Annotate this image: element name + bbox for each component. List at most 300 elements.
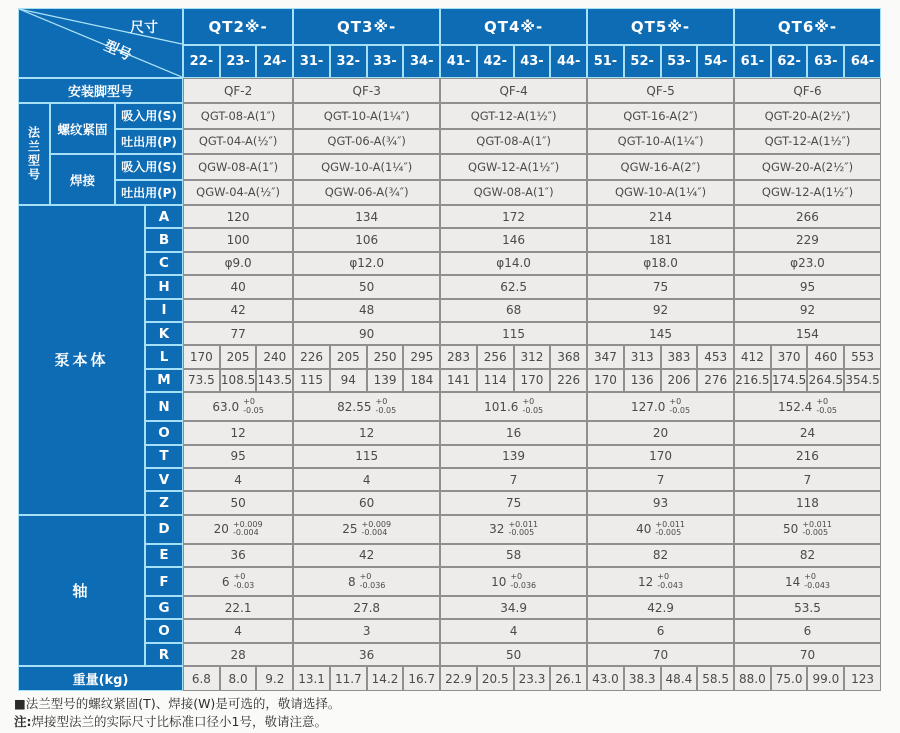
value-cell — [661, 345, 698, 368]
value-cell — [734, 154, 881, 180]
value-text: 250 — [373, 350, 397, 365]
value-text: 23.3 — [518, 671, 546, 686]
value-cell — [477, 345, 514, 368]
dimension-row — [145, 252, 881, 275]
value-cell — [440, 567, 587, 596]
value-cell — [771, 666, 808, 691]
value-cell — [293, 369, 330, 392]
value-cell — [734, 103, 881, 129]
value-cell — [440, 666, 477, 691]
flange-group — [50, 103, 881, 154]
value-cell — [661, 369, 698, 392]
value-text: 115 — [300, 373, 324, 388]
value-text: 77 — [230, 326, 246, 341]
tolerance-stack: +0 -0.043 — [657, 572, 684, 590]
value-cell — [440, 596, 587, 619]
value-text: 88.0 — [739, 671, 766, 686]
value-text: 216.5 — [735, 373, 770, 388]
flange-rows — [50, 103, 881, 205]
value-cells — [183, 103, 881, 129]
value-cell — [734, 345, 771, 368]
value-text: 172 — [502, 209, 526, 224]
value-cell — [587, 544, 734, 567]
value-cell — [293, 322, 440, 345]
value-text: 114 — [483, 373, 507, 388]
value-cell — [293, 643, 440, 666]
value-text: 24 — [799, 425, 816, 440]
value-cell — [440, 369, 477, 392]
value-text: 141 — [447, 373, 470, 388]
value-text: 170 — [649, 449, 672, 464]
value-cell — [477, 369, 514, 392]
value-text: 453 — [704, 350, 728, 365]
value-text: 6.8 — [191, 671, 211, 686]
dimension-row — [145, 643, 881, 666]
footnote-2-prefix: 注: — [14, 714, 32, 730]
value-cell — [330, 369, 367, 392]
dimension-label: F — [145, 567, 183, 596]
value-with-tolerance: 127.0 +0 -0.05 — [631, 397, 691, 415]
value-cell — [293, 299, 440, 322]
value-cell — [440, 515, 587, 544]
dimension-row — [145, 392, 881, 421]
value-with-tolerance: 6 +0 -0.03 — [221, 572, 255, 590]
value-cells — [183, 129, 881, 155]
value-cell — [183, 103, 293, 129]
value-cell — [587, 103, 734, 129]
value-text: 3 — [362, 624, 371, 639]
value-with-tolerance: 152.4 +0 -0.05 — [777, 397, 838, 415]
value-text: φ23.0 — [790, 256, 825, 271]
value-cell — [587, 345, 624, 368]
value-cell — [403, 369, 440, 392]
value-cell — [367, 666, 404, 691]
value-text: QGW-20-A(2½″) — [761, 159, 854, 174]
pump-body-rows — [145, 205, 881, 515]
value-cell — [734, 129, 881, 155]
flange-group-label: 螺纹紧固 — [50, 103, 115, 154]
value-text: 40 — [230, 279, 246, 294]
value-text: 34.9 — [500, 600, 527, 615]
value-cell — [183, 299, 293, 322]
dimension-label: C — [145, 252, 183, 275]
dimension-row — [145, 445, 881, 468]
value-cell — [734, 275, 881, 298]
value-cells — [183, 345, 881, 368]
value-text: 73.5 — [188, 373, 215, 388]
value-text: 295 — [410, 350, 434, 365]
dimension-row — [145, 567, 881, 596]
value-cell — [293, 180, 440, 206]
value-cell — [514, 666, 551, 691]
value-text: 26.1 — [555, 671, 583, 686]
value-cells — [183, 154, 881, 180]
value-cell — [183, 228, 293, 251]
flange-row — [115, 103, 881, 129]
value-text: 68 — [505, 303, 522, 318]
value-cell — [440, 129, 587, 155]
value-cell — [293, 392, 440, 421]
size-column-header: 43- — [514, 45, 551, 78]
value-text: 553 — [851, 350, 875, 365]
value-text: 313 — [630, 350, 654, 365]
value-cell — [771, 369, 808, 392]
value-cell — [587, 491, 734, 514]
value-cell — [807, 369, 844, 392]
value-text: 115 — [502, 326, 526, 341]
shaft-rows — [145, 515, 881, 667]
value-text: 70 — [799, 647, 816, 662]
value-text: 7 — [656, 472, 665, 487]
value-cell — [440, 392, 587, 421]
value-text: QGT-08-A(1″) — [476, 134, 551, 149]
value-cell — [440, 345, 477, 368]
value-text: 9.2 — [265, 671, 285, 686]
value-text: 170 — [593, 373, 617, 388]
value-text: 7 — [803, 472, 812, 487]
value-text: 36 — [230, 548, 246, 563]
value-text: 20 — [652, 425, 669, 440]
value-cells — [183, 299, 881, 322]
value-text: QGT-20-A(2½″) — [764, 108, 851, 123]
value-cell — [440, 322, 587, 345]
corner-cell — [18, 8, 183, 78]
value-cell — [587, 252, 734, 275]
weight-label: 重量(kg) — [18, 666, 183, 691]
value-text: 108.5 — [220, 373, 256, 388]
dimension-row — [145, 619, 881, 642]
value-cell — [624, 666, 661, 691]
value-cell — [734, 445, 881, 468]
dimension-row — [145, 468, 881, 491]
value-cell — [293, 103, 440, 129]
size-column-header: 53- — [661, 45, 698, 78]
value-cell — [293, 544, 440, 567]
size-column-header: 22- — [183, 45, 220, 78]
tolerance-stack: +0 -0.05 — [243, 397, 264, 415]
size-column-header: 44- — [550, 45, 587, 78]
size-column-header: 61- — [734, 45, 771, 78]
value-cell — [183, 491, 293, 514]
value-cell — [440, 643, 587, 666]
value-cell — [293, 129, 440, 155]
size-column-header: 52- — [624, 45, 661, 78]
value-with-tolerance: 10 +0 -0.036 — [491, 572, 537, 590]
value-text: 139 — [502, 449, 526, 464]
value-text: 20.5 — [481, 671, 509, 686]
value-cell — [440, 491, 587, 514]
value-text: 118 — [796, 495, 819, 510]
value-text: 43.0 — [592, 671, 619, 686]
pump-body-section — [18, 205, 881, 515]
value-cells — [183, 252, 881, 275]
value-text: QGT-04-A(½″) — [198, 134, 278, 149]
model-group-header: QT3※- — [293, 8, 440, 45]
value-text: 354.5 — [845, 373, 880, 388]
size-column-header: 23- — [220, 45, 257, 78]
flange-type-label: 吸入用(S) — [115, 154, 183, 180]
value-text: 216 — [796, 449, 819, 464]
size-column-header: 63- — [807, 45, 844, 78]
value-cell — [440, 228, 587, 251]
size-column-header: 41- — [440, 45, 477, 78]
value-text: 4 — [234, 624, 242, 639]
value-cells — [183, 369, 881, 392]
size-column-header: 24- — [256, 45, 293, 78]
value-text: QGW-06-A(¾″) — [324, 185, 409, 200]
value-text: 100 — [226, 233, 250, 248]
value-text: 38.3 — [628, 671, 656, 686]
value-cell — [183, 544, 293, 567]
value-text: QF-5 — [646, 83, 675, 98]
value-cell — [293, 154, 440, 180]
value-cell — [587, 445, 734, 468]
value-text: 93 — [652, 495, 669, 510]
flange-group-rows — [115, 103, 881, 154]
value-cell — [183, 154, 293, 180]
value-text: 8.0 — [228, 671, 248, 686]
value-cell — [734, 369, 771, 392]
value-cell — [440, 103, 587, 129]
value-text: 95 — [799, 279, 816, 294]
value-text: 115 — [355, 449, 379, 464]
value-text: 256 — [483, 350, 507, 365]
tolerance-stack: +0 -0.05 — [375, 397, 397, 415]
value-text: QGT-10-A(1¼″) — [323, 108, 410, 123]
value-cell — [550, 369, 587, 392]
value-text: QGT-06-A(¾″) — [327, 134, 406, 149]
value-cell — [587, 205, 734, 228]
value-text: 42 — [230, 303, 246, 318]
value-cell — [293, 445, 440, 468]
value-cell — [587, 666, 624, 691]
value-cell — [734, 666, 771, 691]
shaft-section — [18, 515, 881, 667]
value-cell — [734, 544, 881, 567]
value-cell — [587, 228, 734, 251]
value-cell — [293, 275, 440, 298]
value-text: 75.0 — [775, 671, 803, 686]
model-group-header: QT2※- — [183, 8, 293, 45]
value-with-tolerance: 20 +0.009 -0.004 — [213, 519, 263, 538]
value-text: 347 — [593, 350, 617, 365]
value-text: 170 — [189, 350, 213, 365]
value-cells — [183, 491, 881, 514]
value-cell — [697, 345, 734, 368]
size-column-header: 64- — [844, 45, 881, 78]
value-text: QF-6 — [793, 83, 822, 98]
value-text: 6 — [656, 624, 665, 639]
dimension-row — [145, 205, 881, 228]
model-group-header: QT5※- — [587, 8, 734, 45]
value-cell — [440, 468, 587, 491]
value-text: 48.4 — [665, 671, 693, 686]
value-with-tolerance: 32 +0.011 -0.005 — [489, 519, 539, 538]
value-cell — [183, 619, 293, 642]
value-cell — [293, 619, 440, 642]
value-text: 14.2 — [371, 671, 399, 686]
value-cell — [697, 369, 734, 392]
value-cell — [440, 445, 587, 468]
dimension-label: Z — [145, 491, 183, 514]
value-text: 75 — [652, 279, 669, 294]
dimension-label: E — [145, 544, 183, 567]
dimension-label: K — [145, 322, 183, 345]
value-cell — [587, 468, 734, 491]
value-cells — [183, 275, 881, 298]
value-text: 53.5 — [794, 600, 821, 615]
dimension-label: V — [145, 468, 183, 491]
value-text: 460 — [814, 350, 838, 365]
value-cell — [661, 666, 698, 691]
value-cell — [293, 345, 330, 368]
value-text: 11.7 — [334, 671, 362, 686]
value-cell — [587, 515, 734, 544]
value-cells — [183, 322, 881, 345]
value-cells — [183, 421, 881, 444]
value-cell — [587, 180, 734, 206]
value-text: 370 — [777, 350, 801, 365]
value-text: 58 — [505, 548, 522, 563]
value-cell — [844, 666, 881, 691]
value-text: 134 — [355, 209, 379, 224]
value-text: 12 — [230, 425, 246, 440]
value-cell — [587, 596, 734, 619]
value-cell — [183, 666, 220, 691]
value-text: 106 — [355, 233, 379, 248]
value-text: 240 — [263, 350, 287, 365]
value-cell — [587, 299, 734, 322]
value-cell — [403, 666, 440, 691]
value-text: QGW-10-A(1¼″) — [321, 159, 413, 174]
value-cells — [183, 205, 881, 228]
flange-row — [115, 129, 881, 155]
value-text: 226 — [300, 350, 324, 365]
flange-type-label: 吐出用(P) — [115, 180, 183, 206]
corner-label-model: 型号 — [101, 37, 134, 64]
size-column-header: 54- — [697, 45, 734, 78]
value-cell — [440, 78, 587, 103]
value-with-tolerance: 40 +0.011 -0.005 — [636, 519, 685, 538]
value-text: 12 — [359, 425, 375, 440]
value-cells — [183, 228, 881, 251]
value-text: 99.0 — [812, 671, 840, 686]
value-cell — [807, 666, 844, 691]
dimension-row — [145, 369, 881, 392]
pump-body-label: 泵本体 — [18, 205, 145, 515]
tolerance-stack: +0 -0.043 — [804, 572, 831, 590]
value-text: 28 — [230, 647, 246, 662]
value-text: 139 — [373, 373, 397, 388]
value-text: QGT-08-A(1″) — [200, 108, 276, 123]
value-text: QGW-08-A(1″) — [198, 159, 279, 174]
value-text: 145 — [649, 326, 672, 341]
value-text: 92 — [652, 303, 669, 318]
value-with-tolerance: 25 +0.009 -0.004 — [342, 519, 392, 538]
dimension-row — [145, 515, 881, 544]
value-cells — [183, 596, 881, 619]
value-cell — [514, 345, 551, 368]
value-cell — [330, 345, 367, 368]
value-text: 22.1 — [224, 600, 252, 615]
value-cell — [587, 643, 734, 666]
value-cell — [440, 252, 587, 275]
value-cell — [293, 666, 330, 691]
value-cell — [771, 345, 808, 368]
value-text: 58.5 — [702, 671, 729, 686]
pump-spec-table — [18, 8, 881, 691]
value-cell — [440, 619, 587, 642]
dimension-label: B — [145, 228, 183, 251]
size-column-header: 32- — [330, 45, 367, 78]
value-cell — [697, 666, 734, 691]
value-cell — [183, 369, 220, 392]
footnotes — [14, 695, 340, 731]
footnote-2-text: 焊接型法兰的实际尺寸比标准口径小1号，敬请注意。 — [31, 714, 327, 730]
value-cell — [183, 345, 220, 368]
value-cell — [624, 345, 661, 368]
tolerance-stack: +0.011 -0.005 — [508, 519, 539, 538]
value-text: 266 — [796, 209, 819, 224]
value-text: φ14.0 — [496, 256, 531, 271]
value-text: QF-2 — [223, 83, 253, 98]
corner-label-size: 尺寸 — [130, 20, 158, 36]
value-text: 75 — [505, 495, 522, 510]
dimension-label: A — [145, 205, 183, 228]
value-with-tolerance: 50 +0.011 -0.005 — [783, 519, 832, 538]
tolerance-stack: +0 -0.036 — [510, 572, 537, 590]
footnote-1: ■法兰型号的螺纹紧固(T)、焊接(W)是可选的，敬请选择。 — [14, 696, 341, 711]
value-cells — [183, 515, 881, 544]
flange-section-label: 法兰型号 — [18, 103, 50, 205]
dimension-label: O — [145, 421, 183, 444]
value-cell — [734, 180, 881, 206]
value-cell — [587, 369, 624, 392]
value-text: 82 — [799, 548, 816, 563]
value-cell — [293, 228, 440, 251]
value-cell — [734, 619, 881, 642]
flange-type-label: 吐出用(P) — [115, 129, 183, 155]
value-cells — [183, 643, 881, 666]
value-cell — [587, 392, 734, 421]
value-text: 154 — [796, 326, 819, 341]
tolerance-stack: +0 -0.05 — [522, 397, 544, 415]
model-group-header: QT6※- — [734, 8, 881, 45]
size-column-header: 33- — [367, 45, 404, 78]
value-cell — [403, 345, 440, 368]
value-text: QGT-12-A(1½″) — [470, 108, 557, 123]
value-text: 50 — [230, 495, 246, 510]
value-cell — [514, 369, 551, 392]
value-text: QGT-12-A(1½″) — [764, 134, 851, 149]
value-cell — [624, 369, 661, 392]
dimension-label: M — [145, 369, 183, 392]
value-cell — [550, 666, 587, 691]
value-text: 184 — [410, 373, 434, 388]
value-text: 4 — [362, 472, 371, 487]
value-cell — [183, 392, 293, 421]
size-column-header: 42- — [477, 45, 514, 78]
value-text: QGT-16-A(2″) — [623, 108, 698, 123]
value-cell — [734, 322, 881, 345]
value-text: QGW-12-A(1½″) — [468, 159, 560, 174]
value-cell — [587, 421, 734, 444]
value-text: 264.5 — [808, 373, 844, 388]
value-cell — [183, 252, 293, 275]
value-cells — [183, 468, 881, 491]
value-text: φ12.0 — [349, 256, 384, 271]
value-cell — [587, 129, 734, 155]
